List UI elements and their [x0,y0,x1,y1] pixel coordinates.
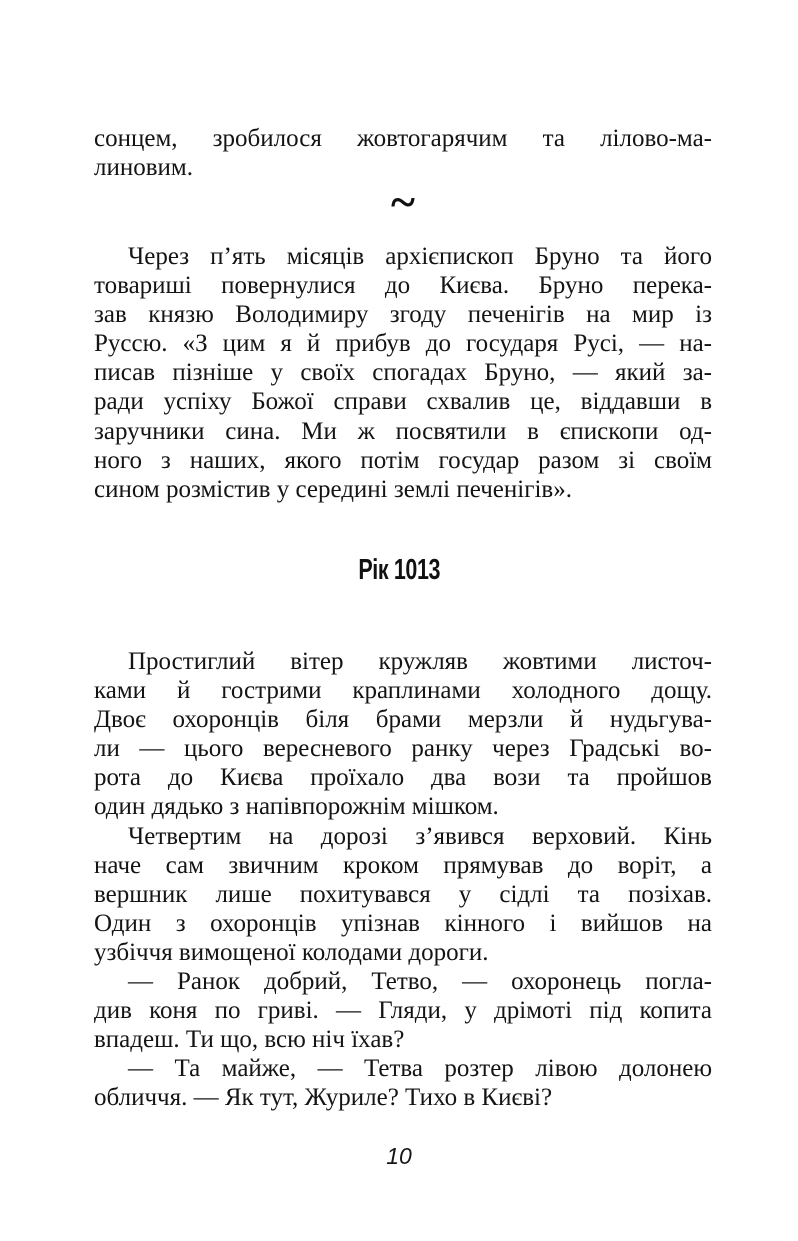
text-line: линовим. [94,154,193,182]
text-line: наче сам звичним кроком прямував до воріт, а [94,851,712,879]
text-line: Двоє охоронців біля брами мерзли й нудьгува- [94,706,712,734]
paragraph-bruno [94,242,712,504]
text-line: один дядько з напівпорожнім мішком. [94,793,499,821]
text-line: зав князю Володимиру згоду печенігів на мир із [94,301,712,329]
tilde-glyph: ~ [391,176,415,227]
text-line: ради успіху Божої справи схвалив це, віддавши в [94,388,712,416]
text-line: ками й гострими краплинами холодного дощу. [94,677,712,705]
paragraph [94,822,712,967]
chapter-heading-text: Рік 1013 [358,554,440,586]
text-line: Четвертим на дорозі з’явився верховий. Кінь [128,822,712,850]
text-line: ли — цього вересневого ранку через Градські во- [94,735,712,763]
text-line: сонцем, зробилося жовтогарячим та лілово-ма- [94,125,712,152]
text-line: товариші повернулися до Києва. Бруно перека- [94,272,712,300]
text-line: див коня по гриві. — Гляди, у дрімоті під копита [94,997,712,1025]
text-line: писав пізніше у своїх спогадах Бруно, — який за- [94,359,712,387]
text-line: впадеш. Ти що, всю ніч їхав? [94,1026,405,1054]
text-line: сином розмістив у середині землі печенігів». [94,475,572,503]
text-line: Руссю. «З цим я й прибув до государя Русі, — на- [94,330,712,358]
text-line: рота до Києва проїхало два вози та пройшов [94,764,712,792]
text-line: обличчя. — Як тут, Журиле? Тихо в Києві? [94,1084,553,1112]
paragraph [94,967,712,1054]
page-number: 10 [386,1143,412,1169]
paragraph [94,647,712,822]
text-line: — Та майже, — Тетва розтер лівою долонею [128,1055,712,1083]
text-line: Простиглий вітер кружляв жовтими листоч- [128,648,712,675]
section-separator [94,176,712,227]
text-line: Один з охоронців упізнав кінного і вийшов на [94,909,712,937]
text-line: вершник лише похитувався у сідлі та позіхав. [94,880,712,908]
chapter-body [94,647,712,1113]
text-line: узбіччя вимощеної колодами дороги. [94,938,489,966]
text-line: ного з наших, якого потім государ разом зі своїм [94,446,712,474]
text-line: заручники сина. Ми ж посвятили в єпископи од- [94,417,712,445]
chapter-heading [0,553,798,587]
paragraph [94,1054,712,1112]
paragraph-intro [94,124,712,182]
text-line: — Ранок добрий, Тетво, — охоронець погла- [128,968,712,996]
text-line: Через п’ять місяців архієпископ Бруно та його [128,243,712,270]
